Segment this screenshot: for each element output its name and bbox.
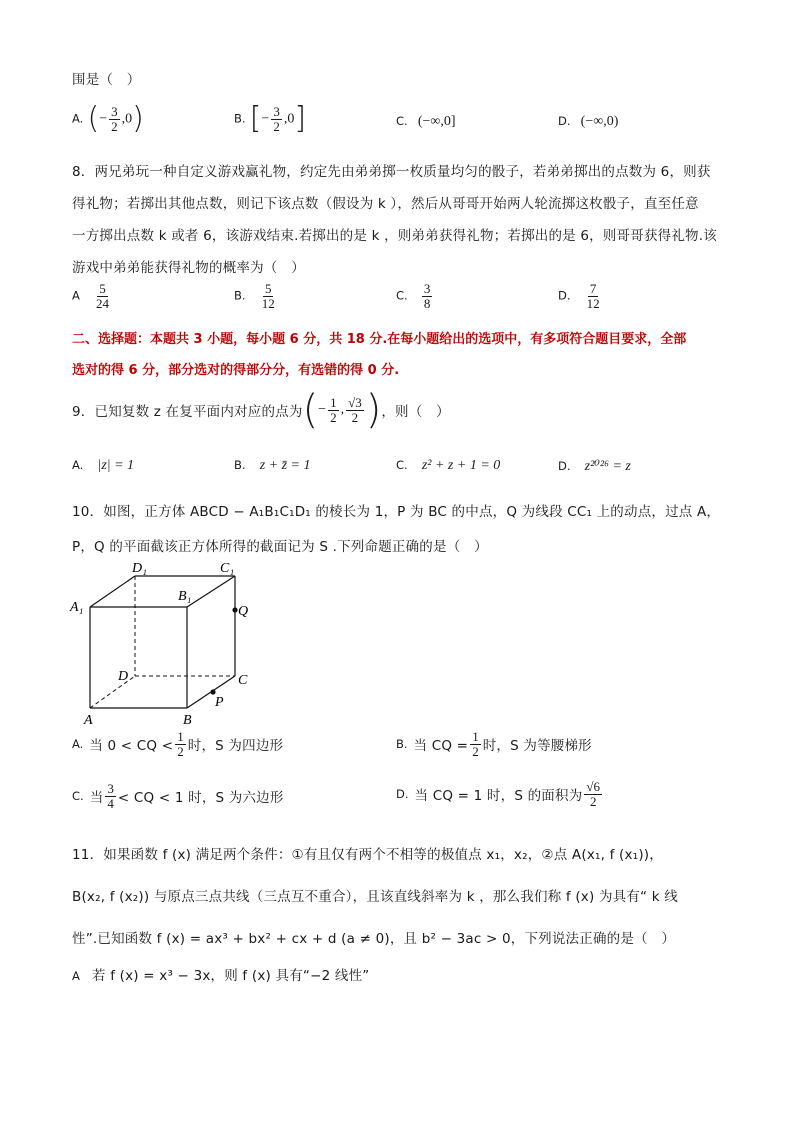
q10-option-b: B. 当 CQ = $\frac{1}{2}$ 时，S 为等腰梯形: [396, 729, 592, 759]
q10-option-b-fraction: $\frac{1}{2}$: [472, 729, 479, 759]
q7-option-b-fraction: $\frac{3}{2}$: [273, 103, 280, 134]
label-q: Q: [238, 604, 249, 619]
q11-stem-line-3: 性”.已知函数 f (x) = ax³ + bx² + cx + d (a ≠ 0)，且 b² − 3ac > 0，下列说法正确的是（ ）: [72, 931, 676, 947]
q8-option-d-fraction: $\frac{7}{12}$: [586, 281, 600, 311]
q9-option-b: B. z + z̄ = 1: [234, 458, 311, 473]
label-a: A: [84, 713, 93, 728]
label-d: D: [118, 669, 129, 684]
q8-stem-line-1: 8．两兄弟玩一种自定义游戏赢礼物，约定先由弟弟掷一枚质量均匀的骰子，若弟弟掷出的点数为 6，则获: [72, 164, 711, 180]
q11-stem-line-2: B(x₂, f (x₂)) 与原点三点共线（三点互不重合），且该直线斜率为 k ，那么我们称 f (x) 为具有“ k 线: [72, 889, 678, 905]
point-q: [232, 607, 237, 612]
q8-option-c: C. $\frac{3}{8}$: [396, 281, 431, 311]
label-c1: C₁: [220, 561, 235, 576]
section-2-heading-line-2: 选对的得 6 分，部分选对的得部分分，有选错的得 0 分.: [72, 363, 400, 378]
q7-option-b: B. [− $\frac{3}{2}$ ,0]: [234, 101, 307, 136]
q9-option-d: D. z²⁰²⁶ = z: [558, 459, 631, 474]
q8-stem-line-2: 得礼物；若掷出其他点数，则记下该点数（假设为 k ），然后从哥哥开始两人轮流掷这枚骰子，直至任意: [72, 196, 699, 212]
q9-option-c: C. z² + z + 1 = 0: [396, 458, 501, 473]
q7-option-d: D. (−∞,0): [558, 114, 619, 129]
q8-option-a-fraction: $\frac{5}{24}$: [96, 281, 110, 311]
edge-a1-d1: [90, 576, 135, 607]
point-p: [210, 689, 215, 694]
label-a1: A₁: [70, 600, 84, 615]
q11-option-a: A 若 f (x) = x³ − 3x，则 f (x) 具有“−2 线性”: [72, 968, 370, 984]
label-p: P: [215, 695, 224, 710]
q7-option-c: C. (−∞,0]: [396, 114, 456, 129]
q9-point-x-fraction: $\frac{1}{2}$: [330, 394, 337, 425]
q10-option-d-fraction: $\frac{√6}{2}$: [586, 779, 601, 809]
q8-stem-line-3: 一方掷出点数 k 或者 6，该游戏结束.若掷出的是 k ，则弟弟获得礼物；若掷出的是 6，则哥哥获得礼物.该: [72, 228, 717, 244]
q10-option-a: A. 当 0 < CQ < $\frac{1}{2}$ 时，S 为四边形: [72, 729, 284, 759]
q8-option-d: D. $\frac{7}{12}$: [558, 281, 600, 311]
cube-figure: [66, 560, 266, 730]
q10-stem-line-2: P，Q 的平面截该正方体所得的截面记为 S .下列命题正确的是（ ）: [72, 539, 488, 555]
q8-option-b-fraction: $\frac{5}{12}$: [261, 281, 275, 311]
q10-option-d: D. 当 CQ = 1 时，S 的面积为 $\frac{√6}{2}$: [396, 779, 601, 809]
q10-option-c: C. 当 $\frac{3}{4}$ < CQ < 1 时，S 为六边形: [72, 781, 284, 811]
q11-stem-line-1: 11．如果函数 f (x) 满足两个条件：①有且仅有两个不相等的极值点 x₁，x₂，②点 A(x₁, f (x₁))，: [72, 847, 663, 863]
edge-b1-c1: [187, 576, 235, 607]
q7-option-a-fraction: $\frac{3}{2}$: [111, 103, 118, 134]
q10-stem-line-1: 10．如图，正方体 ABCD − A₁B₁C₁D₁ 的棱长为 1，P 为 BC 的中点，Q 为线段 CC₁ 上的动点，过点 A，: [72, 504, 721, 520]
q10-option-a-fraction: $\frac{1}{2}$: [177, 729, 184, 759]
q7-option-a: A. (− $\frac{3}{2}$ ,0): [72, 101, 144, 136]
q9-option-a: A. |z| = 1: [72, 458, 135, 473]
q7-stem-tail: 围是（ ）: [72, 72, 141, 88]
q8-stem-line-4: 游戏中弟弟能获得礼物的概率为（ ）: [72, 260, 305, 276]
q10-option-c-fraction: $\frac{3}{4}$: [107, 781, 114, 811]
section-2-heading-line-1: 二、选择题：本题共 3 小题，每小题 6 分，共 18 分.在每小题给出的选项中，有多项符合题目要求，全部: [72, 332, 687, 347]
q8-option-c-fraction: $\frac{3}{8}$: [423, 281, 431, 311]
q8-option-b: B. $\frac{5}{12}$: [234, 281, 275, 311]
q9-stem: 9．已知复数 z 在复平面内对应的点为 ( − $\frac{1}{2}$ , $\frac{√3}{2}$ ) ，则（ ）: [72, 387, 450, 433]
q9-point-y-fraction: $\frac{√3}{2}$: [348, 394, 362, 425]
edge-a-d: [90, 676, 135, 708]
label-b: B: [183, 713, 192, 728]
label-c: C: [238, 673, 248, 688]
label-d1: D₁: [132, 561, 147, 576]
label-b1: B₁: [178, 589, 192, 604]
q8-option-a: A $\frac{5}{24}$: [72, 281, 110, 311]
